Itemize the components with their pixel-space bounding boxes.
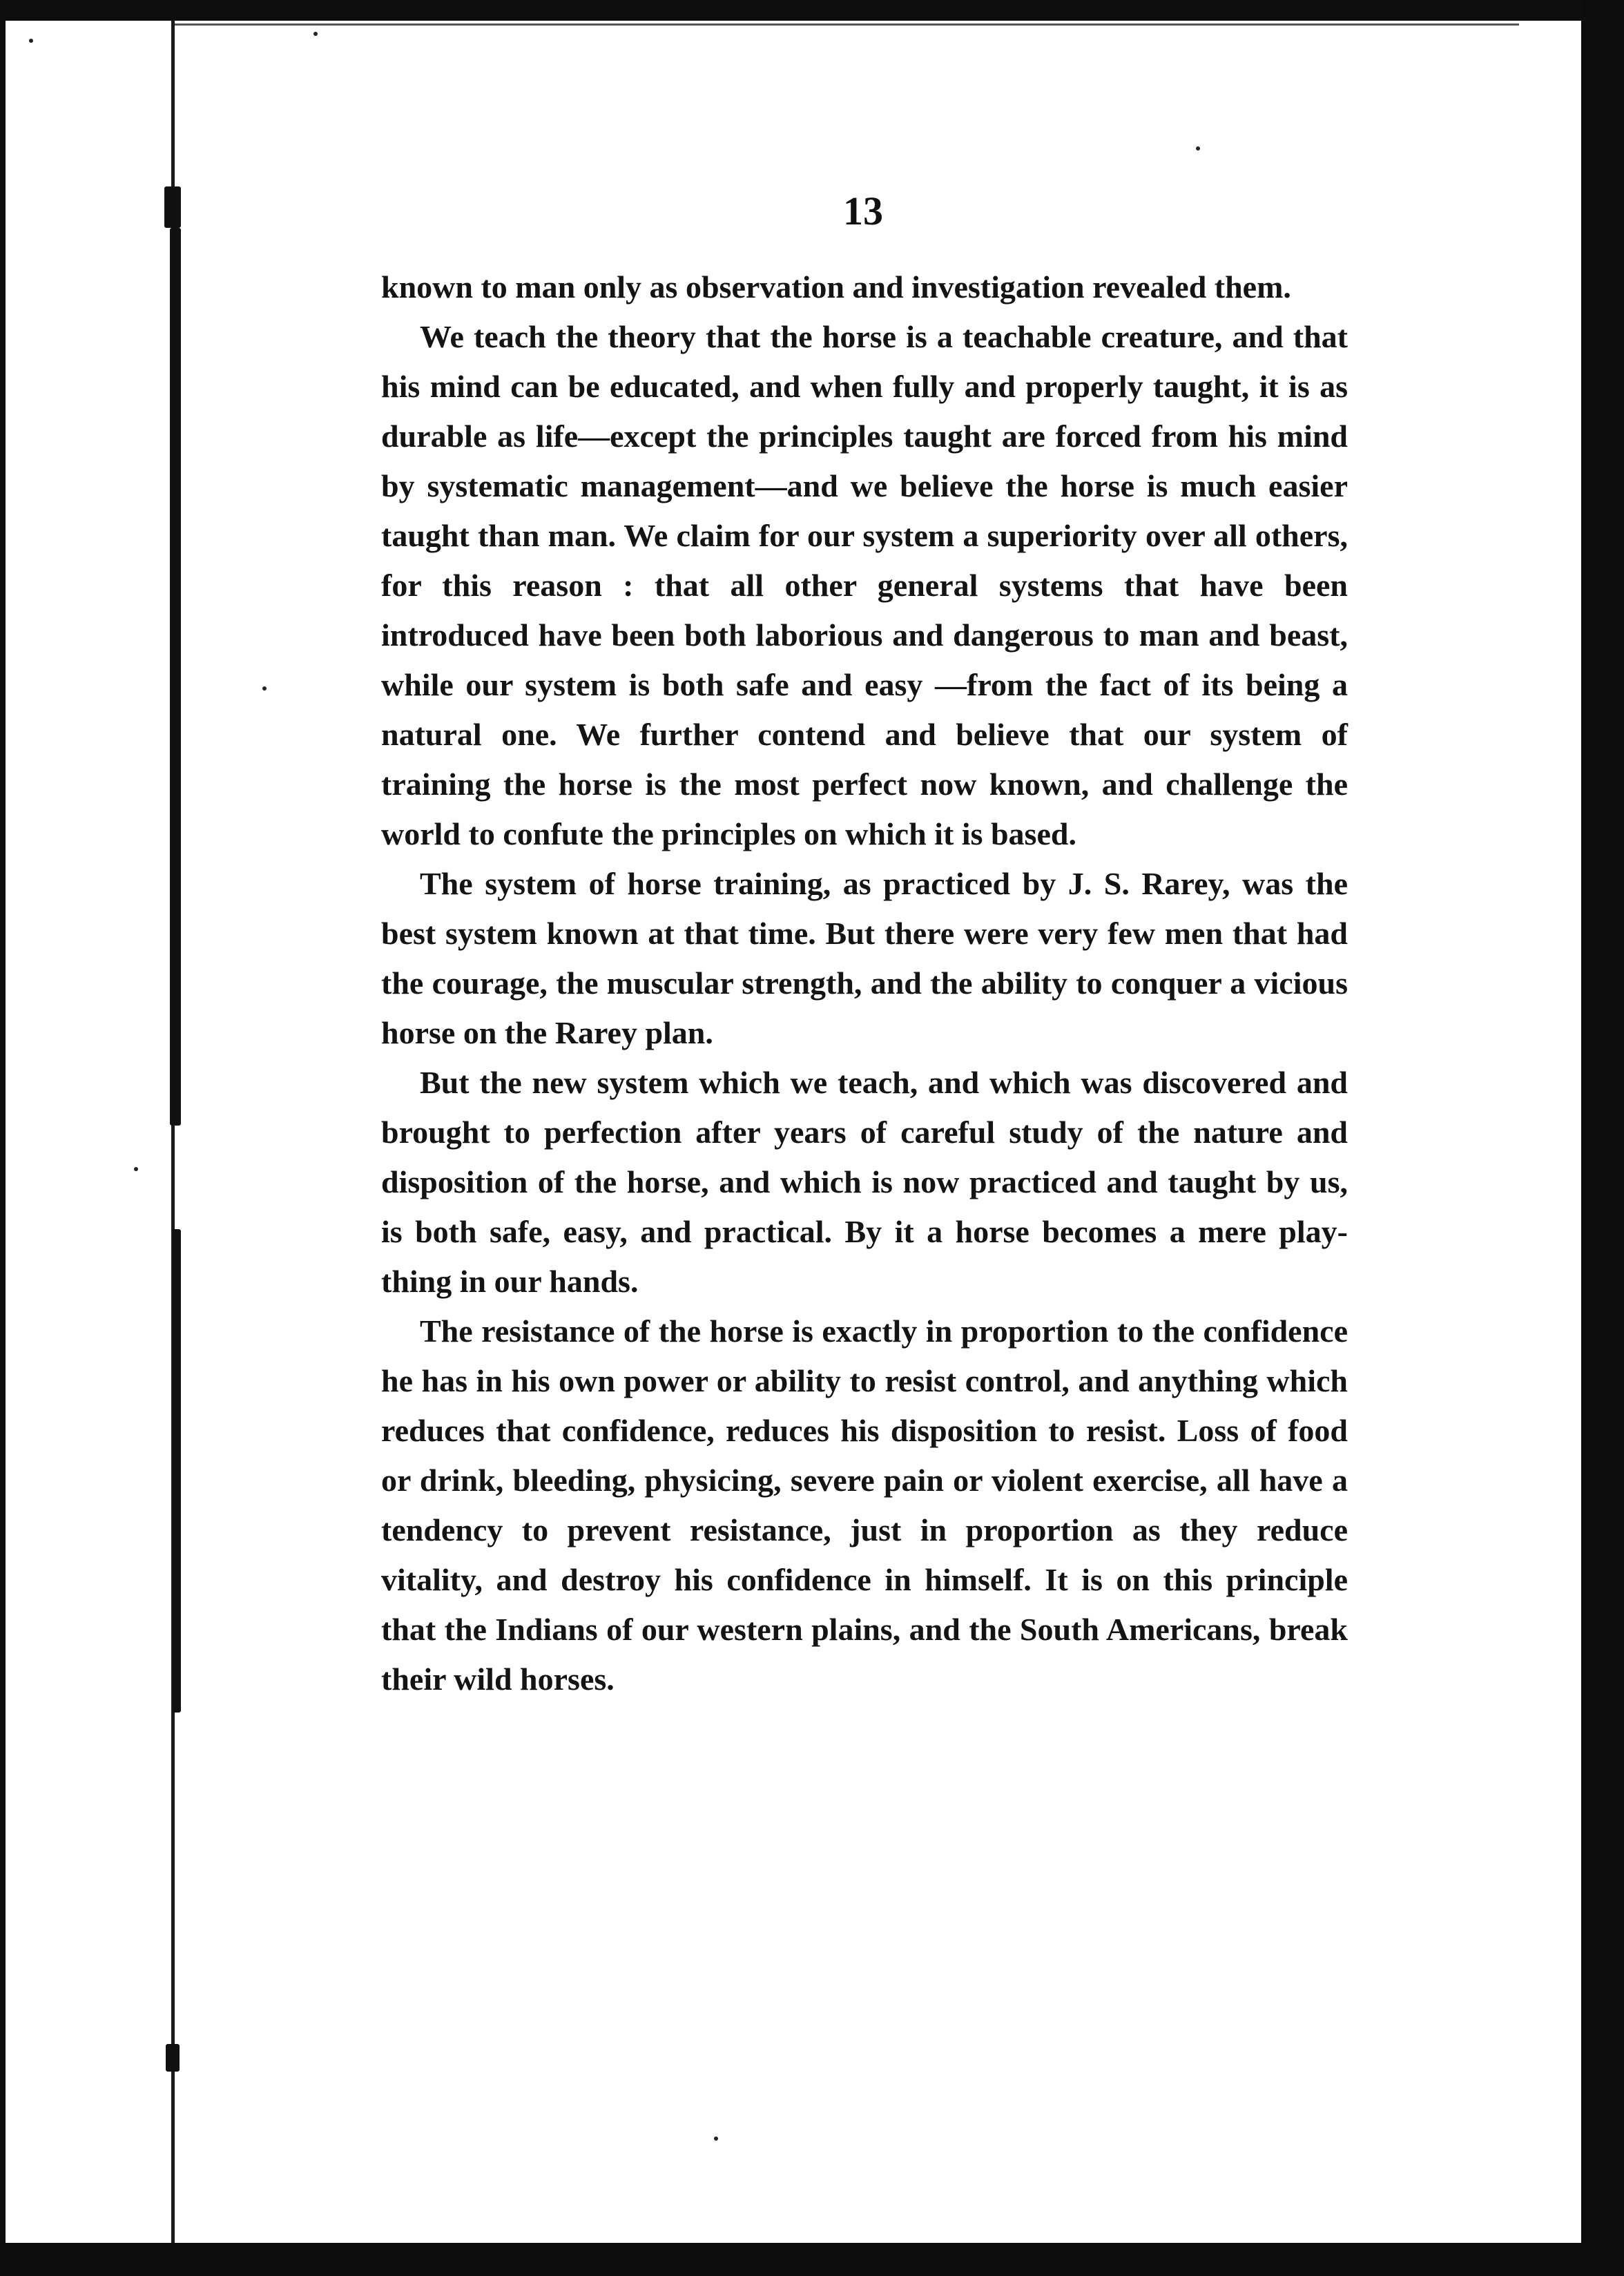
binding-mark xyxy=(166,2044,180,2072)
paragraph: But the new system which we teach, and which was discovered and brought to perfection after years of careful study of the nature and disposition of the horse, and which is now practiced and taught by us, is both safe, easy, and practical. By it a horse becomes a mere play-thing in our hands. xyxy=(381,1065,1348,1299)
body-text xyxy=(381,262,1348,1704)
binding-mark xyxy=(170,228,181,1126)
scan-speck xyxy=(29,39,33,43)
paragraph: The system of horse training, as practiced by J. S. Rarey, was the best system known at that time. But there were very few men that had the courage, the muscular strength, and the ability to conquer a vicious horse on the Rarey plan. xyxy=(381,866,1348,1050)
paragraph: The resistance of the horse is exactly in proportion to the confidence he has in his own power or ability to resist control, and anything which reduces that confidence, reduces his disposition to resist. Loss of food or drink, bleeding, physicing, severe pain or violent exercise, all have a tendency to prevent resistance, just in proportion as they reduce vitality, and destroy his confidence in himself. It is on this principle that the Indians of our western plains, and the South Americans, break their wild horses. xyxy=(381,1313,1348,1697)
scan-speck xyxy=(714,2137,718,2141)
scan-speck xyxy=(262,686,267,691)
paragraph: We teach the theory that the horse is a teachable creature, and that his mind can be educated, and when fully and properly taught, it is as durable as life—except the principles taught are forced from his mind by systematic management—and we believe the horse is much easier taught than man. We claim for our system a superiority over all others, for this reason : that all other general systems that have been introduced have been both laborious and dangerous to man and beast, while our system is both safe and easy —from the fact of its being a natural one. We further contend and believe that our system of training the horse is the most perfect now known, and challenge the world to confute the principles on which it is based. xyxy=(381,319,1348,851)
page-number: 13 xyxy=(843,189,883,233)
top-edge-line xyxy=(173,23,1519,26)
scan-speck xyxy=(1196,146,1200,151)
scan-border-right xyxy=(1581,0,1624,2276)
binding-mark xyxy=(164,186,181,228)
scan-border-bottom xyxy=(0,2243,1624,2276)
scan-speck xyxy=(313,32,318,36)
binding-mark xyxy=(173,1229,181,1713)
paragraph: known to man only as observation and investigation revealed them. xyxy=(381,269,1291,305)
scan-speck xyxy=(134,1167,138,1171)
